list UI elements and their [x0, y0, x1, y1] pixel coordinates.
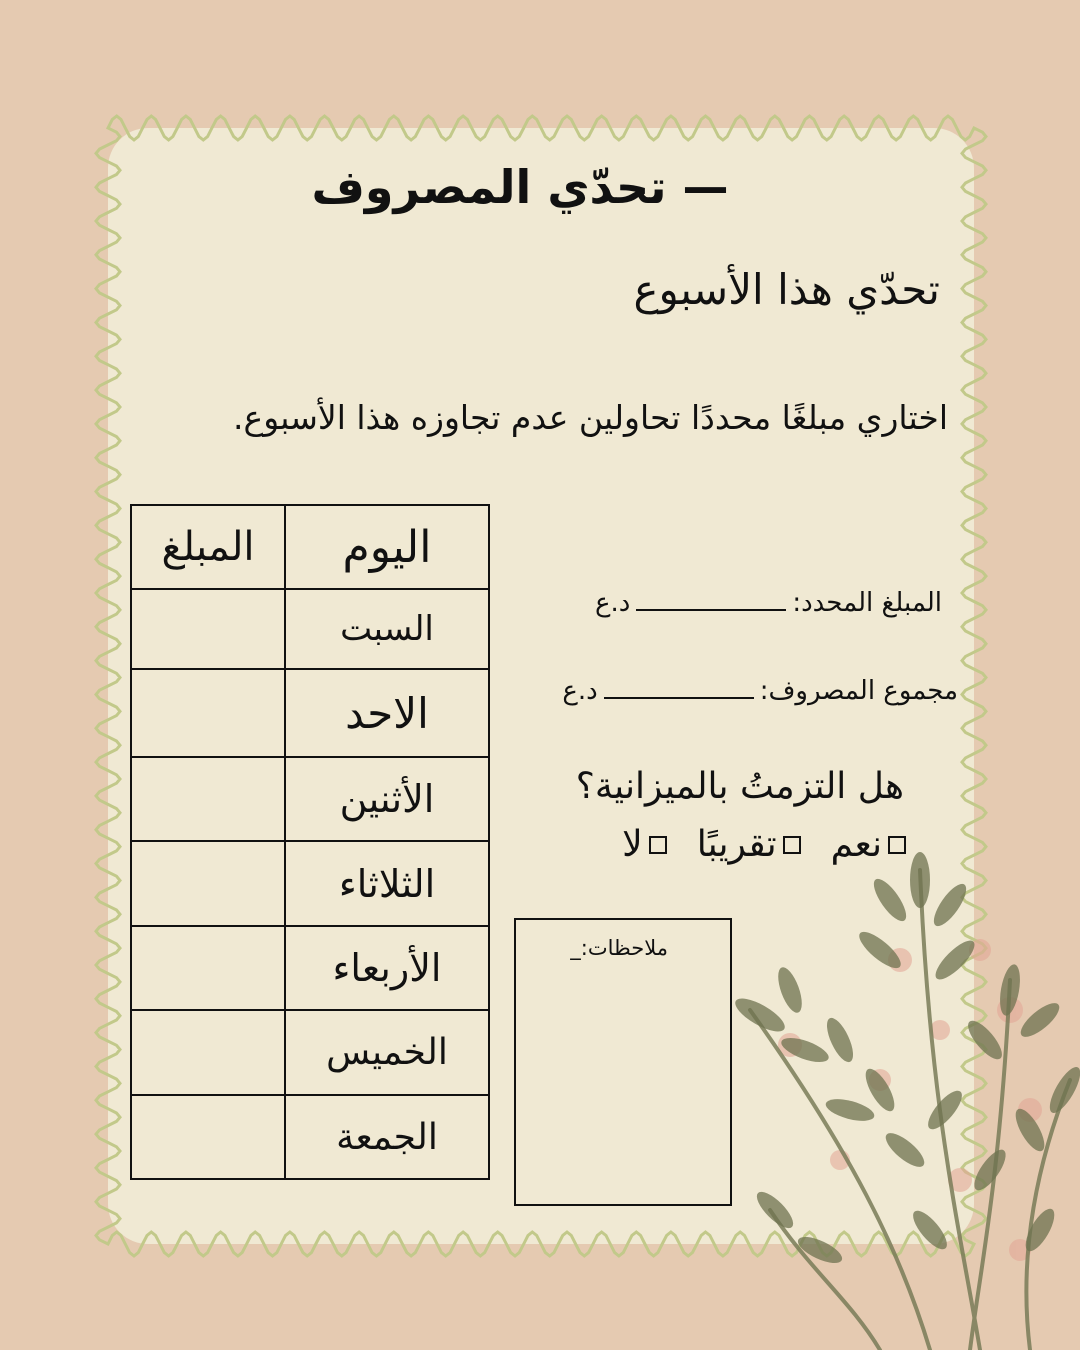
- budget-blank[interactable]: [636, 589, 786, 611]
- notes-label: ملاحظات:_: [570, 936, 668, 960]
- day-cell: السبت: [285, 589, 489, 669]
- day-cell: الأثنين: [285, 757, 489, 841]
- page-title: — تحدّي المصروف: [311, 160, 729, 214]
- total-field: [562, 676, 958, 706]
- option-yes-label: نعم: [830, 824, 882, 865]
- budget-currency: د.ع: [594, 588, 631, 618]
- amount-cell[interactable]: [131, 669, 285, 757]
- table-row: [131, 1095, 489, 1179]
- day-cell: الخميس: [285, 1010, 489, 1095]
- day-cell: الأربعاء: [285, 926, 489, 1010]
- day-cell: الاحد: [285, 669, 489, 757]
- option-no[interactable]: [622, 824, 667, 865]
- table-row: [131, 757, 489, 841]
- header-day: اليوم: [285, 505, 489, 589]
- table-row: [131, 589, 489, 669]
- table-row: [131, 926, 489, 1010]
- page-subtitle: تحدّي هذا الأسبوع: [633, 265, 940, 314]
- notes-box[interactable]: [514, 918, 732, 1206]
- budget-question: هل التزمتُ بالميزانية؟: [575, 766, 904, 807]
- total-blank[interactable]: [604, 677, 754, 699]
- checkbox-no[interactable]: [649, 836, 667, 854]
- instruction-text: اختاري مبلغًا محددًا تحاولين عدم تجاوزه هذا الأسبوع.: [233, 398, 948, 437]
- option-no-label: لا: [622, 824, 643, 865]
- table-header-row: [131, 505, 489, 589]
- expense-table: [130, 504, 490, 1180]
- total-label: مجموع المصروف:: [759, 676, 958, 706]
- header-amount: المبلغ: [131, 505, 285, 589]
- amount-cell[interactable]: [131, 1095, 285, 1179]
- budget-field: [595, 588, 942, 618]
- day-cell: الثلاثاء: [285, 841, 489, 926]
- option-almost-label: تقريبًا: [696, 824, 777, 865]
- amount-cell[interactable]: [131, 589, 285, 669]
- plant-illustration: [730, 850, 1080, 1350]
- amount-cell[interactable]: [131, 757, 285, 841]
- day-cell: الجمعة: [285, 1095, 489, 1179]
- total-currency: د.ع: [562, 676, 598, 706]
- amount-cell[interactable]: [131, 841, 285, 926]
- budget-label: المبلغ المحدد:: [792, 588, 942, 618]
- table-row: [131, 1010, 489, 1095]
- amount-cell[interactable]: [131, 1010, 285, 1095]
- table-row: [131, 669, 489, 757]
- amount-cell[interactable]: [131, 926, 285, 1010]
- table-row: [131, 841, 489, 926]
